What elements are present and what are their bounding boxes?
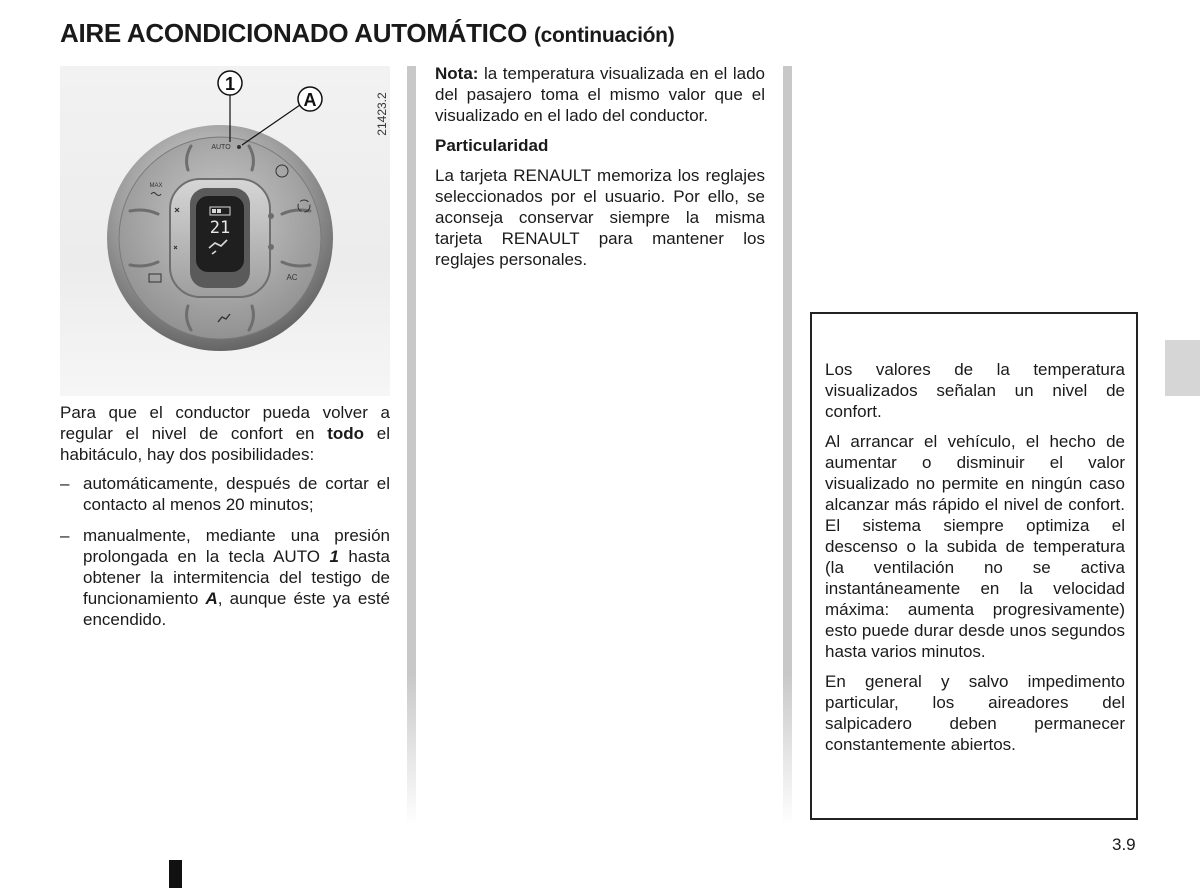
info-paragraph-2: Al arrancar el vehículo, el hecho de aumentar o disminuir el valor visualizado no permite en ningún caso alcanzar más rápido el nivel de confort. El sistema siempre optimiza el descenso o la subida de temperatura (la ventilación no se activa instantáneamente en la velocidad máxima: aumenta progresivamente) esto puede durar desde unos segundos hasta varios minutos. xyxy=(825,432,1125,661)
climate-control-figure xyxy=(60,66,390,396)
page-title xyxy=(60,18,674,49)
intro-paragraph: Para que el conductor pueda volver a regular el nivel de confort en todo el habitáculo, hay dos posibilidades: xyxy=(60,403,390,464)
display-temperature: 21 xyxy=(209,218,231,238)
middle-column-text xyxy=(435,63,765,279)
info-box xyxy=(810,312,1138,820)
auto-label[interactable]: AUTO xyxy=(211,144,231,151)
ac-button-label[interactable]: AC xyxy=(286,273,298,282)
right-button-dot-bottom xyxy=(268,244,274,250)
page-title-suffix: (continuación) xyxy=(533,24,675,47)
max-defrost-icon[interactable]: MAX xyxy=(149,183,163,189)
callout-a-label: A xyxy=(303,90,317,110)
page-number: 3.9 xyxy=(1112,835,1136,854)
column-divider-right xyxy=(783,66,792,826)
section-thumb-tab xyxy=(1165,340,1200,396)
climate-panel-illustration xyxy=(60,66,390,396)
note-paragraph: Nota: la temperatura visualizada en el lado del pasajero toma el mismo valor que el visualizado en el lado del conductor. xyxy=(435,64,765,125)
column-divider-left xyxy=(407,66,416,826)
figure-reference-code: 21423.2 xyxy=(375,92,389,136)
right-button-dot-top xyxy=(268,213,274,219)
print-crop-mark xyxy=(169,860,182,888)
page-title-main: AIRE ACONDICIONADO AUTOMÁTICO xyxy=(60,18,527,48)
list-item: – automáticamente, después de cortar el contacto al menos 20 minutos; xyxy=(60,474,390,514)
section-heading: Particularidad xyxy=(435,136,549,155)
list-item: – manualmente, mediante una presión prolongada en la tecla AUTO 1 hasta obtener la intermitencia del testigo de funcionamiento A, aunque éste ya esté encendido. xyxy=(60,526,390,629)
body-paragraph: La tarjeta RENAULT memoriza los reglajes seleccionados por el usuario. Por ello, se aconseja conservar siempre la misma tarjeta RENAULT para mantener los reglajes personales. xyxy=(435,166,765,269)
left-column-text xyxy=(60,402,390,640)
callout-1-label: 1 xyxy=(224,74,236,94)
info-paragraph-3: En general y salvo impedimento particular, los aireadores del salpicadero deben permanecer constantemente abiertos. xyxy=(825,672,1125,754)
info-paragraph-1: Los valores de la temperatura visualizados señalan un nivel de confort. xyxy=(825,360,1125,421)
auto-indicator-light xyxy=(237,145,241,149)
